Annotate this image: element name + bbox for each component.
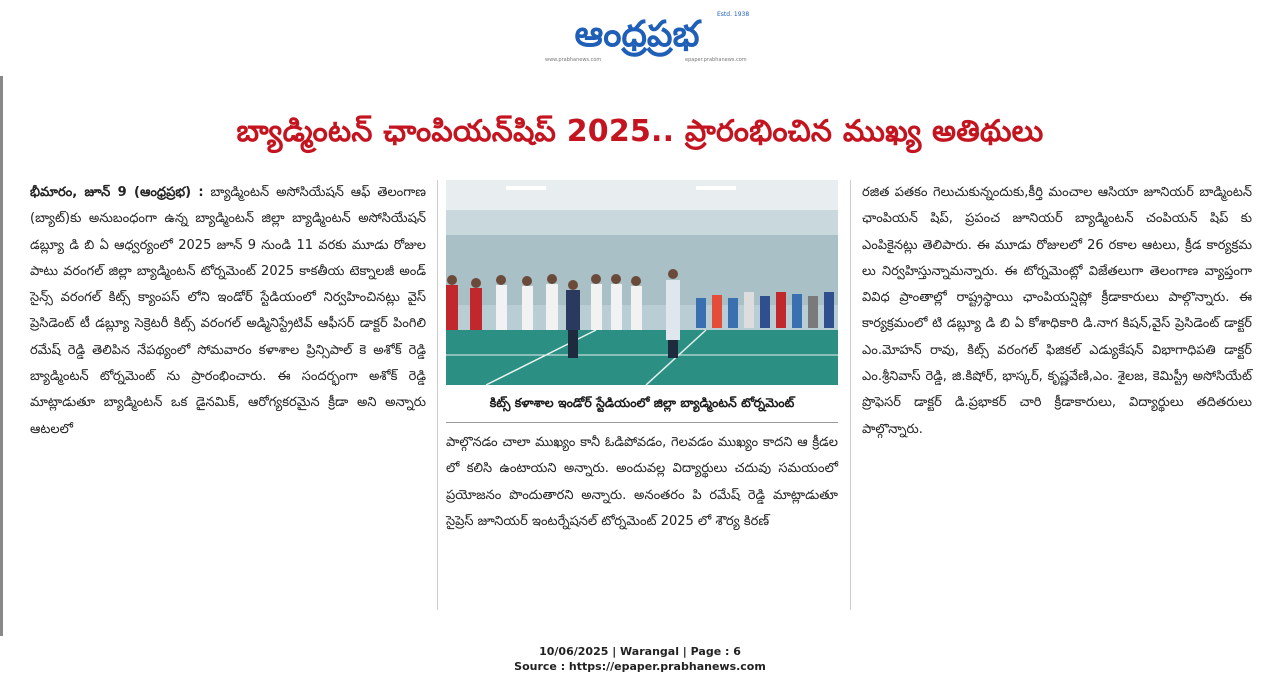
column-divider-2 [850,180,851,610]
article-column-2-text: పాల్గొనడం చాలా ముఖ్యం కానీ ఓడిపోవడం, గెలవడం ముఖ్యం కాదని ఆ క్రీడల లో కలిసి ఉంటాయని అన్నారు. అందువల్ల విద్యార్థులు చదువు సమయంలో ప్రయోజనం పొందుతారని అన్నారు. అనంతరం పి రమేష్ రెడ్డి మాట్లాడుతూ సైప్రెస్ జూనియర్ ఇంటర్నేషనల్ టోర్నమెంట్ 2025 లో శౌర్య కిరణ్ [446,435,838,529]
logo-right-url: epaper.prabhanews.com [685,57,747,63]
article-column-3 [862,180,1252,610]
column-divider-1 [437,180,438,610]
photo-caption: కిట్స్ కళాశాల ఇండోర్ స్టేడియంలో జిల్లా బ్యాడ్మింటన్ టోర్నమెంట్ [446,386,838,423]
logo-text: ఆంధ్రప్రభ [574,14,700,55]
page-footer [0,644,1280,674]
article-column-1 [30,180,426,610]
footer-source: Source : https://epaper.prabhanews.com [514,660,766,673]
logo-est: Estd. 1938 [717,11,750,18]
footer-date-edition: 10/06/2025 | Warangal | Page : 6 [539,645,741,658]
article-column-2 [446,430,838,610]
article-column-1-text: బ్యాడ్మింటన్ అసోసియేషన్ ఆఫ్ తెలంగాణ (బ్యాట్)కు అనుబంధంగా ఉన్న బ్యాడ్మింటన్ జిల్లా బ్యాడ్మింటన్ అసోసియేషన్ డబ్ల్యూ డి బి ఏ ఆధ్వర్యంలో 2025 జూన్ 9 నుండి 11 వరకు మూడు రోజుల పాటు వరంగల్ జిల్లా బ్యాడ్మింటన్ టోర్నమెంట్ 2025 కాకతీయ టెక్నాలజీ అండ్ సైన్స్ వరంగల్ కిట్స్ క్యాంపస్ లోని ఇండోర్ స్టేడియంలో నిర్వహించినట్లు వైస్ ప్రెసిడెంట్ టీ డబ్ల్యూ సెక్రెటరీ కిట్స్ వరంగల్ అడ్మినిస్ట్రేటివ్ ఆఫీసర్ డాక్టర్ పింగిలి రమేష్ రెడ్డి తెలిపిన నేపథ్యంలో సోమవారం కళాశాల ప్రిన్సిపాల్ కె అశోక్ రెడ్డి బ్యాడ్మింటన్ టోర్నమెంట్ ను ప్రారంభించారు. ఈ సందర్భంగా అశోక్ రెడ్డి మాట్లాడుతూ బ్యాడ్మింటన్ ఒక డైనమిక్, ఆరోగ్యకరమైన క్రీడా అని అన్నారు ఆటలలో [30,185,426,437]
article-headline: బ్యాడ్మింటన్ ఛాంపియన్‌షిప్ 2025.. ప్రారంభించిన ముఖ్య అతిథులు [236,114,1044,149]
article-photo [446,180,838,385]
left-page-rule [0,76,3,636]
logo-left-url: www.prabhanews.com [545,57,602,63]
article-dateline: భీమారం, జూన్ 9 (ఆంధ్రప్రభ) : [30,185,204,200]
masthead-logo [535,6,750,64]
article-column-3-text: రజిత పతకం గెలుచుకున్నందుకు,కీర్తి మంచాల ఆసియా జూనియర్ బాడ్మింటన్ ఛాంపియన్ షిప్, ప్రపంచ జూనియర్ బ్యాడ్మింటన్ చంపియన్ షిప్ కు ఎంపికైనట్లు తెలిపారు. ఈ మూడు రోజులలో 26 రకాల ఆటలు, క్రీడ కార్యక్రమ లు నిర్వహిస్తున్నామన్నారు. ఈ టోర్నమెంట్లో విజేతలుగా తెలంగాణ వ్యాప్తంగా వివిధ ప్రాంతాల్లో రాష్ట్రస్థాయి ఛాంపియన్షిప్లో క్రీడాకారులు పాల్గొన్నారు. ఈ కార్యక్రమంలో టి డబ్ల్యూ డి బి ఏ కోశాధికారి డి.నాగ కిషన్,వైస్ ప్రెసిడెంట్ డాక్టర్ ఎం.మోహన్ రావు, కిట్స్ వరంగల్ ఫిజికల్ ఎడ్యుకేషన్ విభాగాధిపతి డాక్టర్ ఎం.శ్రీనివాస్ రెడ్డి, జి.కిషోర్, భాస్కర్, కృష్ణవేణి,ఎం. శైలజ, కెమిస్ట్రీ అసోసియేట్ ప్రొఫెసర్ డాక్టర్ డి.ప్రభాకర్ చారి క్రీడాకారులు, విద్యార్థులు తదితరులు పాల్గొన్నారు. [862,185,1252,437]
